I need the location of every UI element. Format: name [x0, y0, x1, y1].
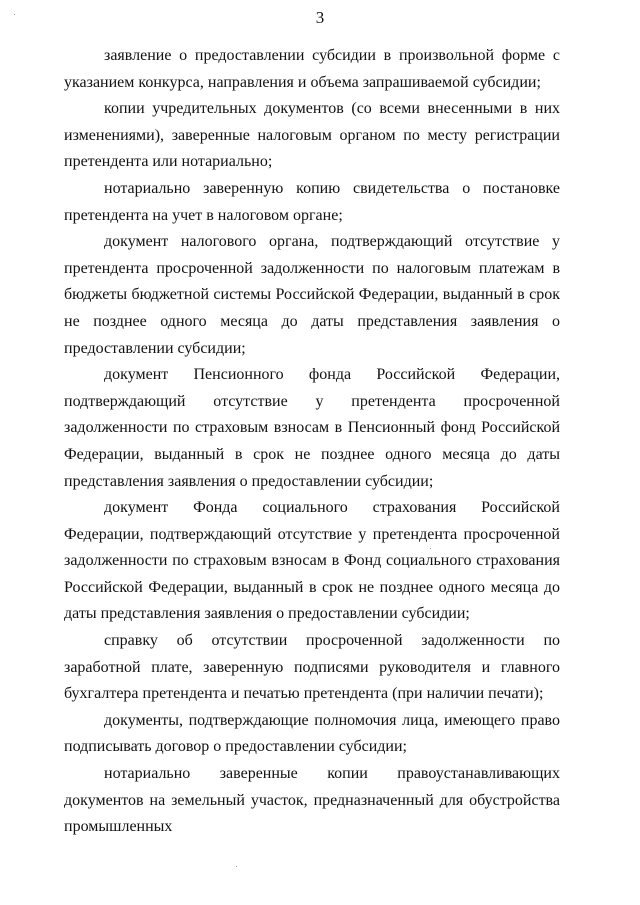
paragraph-application: заявление о предоставлении субсидии в произвольной форме с указанием конкурса, направления и объема запрашиваемой субсидии; — [64, 47, 560, 91]
paragraph-land-title-documents: нотариально заверенные копии правоустанавливающих документов на земельный участок, предназначенный для обустройства промышленных — [64, 765, 560, 836]
paragraph-salary-debt-certificate: справку об отсутствии просроченной задолженности по заработной плате, заверенную подписями руководителя и главного бухгалтера претендента и печатью претендента (при наличии печати); — [64, 632, 560, 703]
page-number: 3 — [315, 8, 325, 27]
document-body — [64, 43, 560, 841]
paragraph-authority-documents: документы, подтверждающие полномочия лица, имеющего право подписывать договор о предоставлении субсидии; — [64, 711, 560, 756]
paragraph-founding-documents: копии учредительных документов (со всеми внесенными в них изменениями), заверенные налоговым органом по месту регистрации претендента или нотариально; — [64, 100, 560, 171]
paragraph-tax-authority-document: документ налогового органа, подтверждающий отсутствие у претендента просроченной задолженности по налоговым платежам в бюджеты бюджетной системы Российской Федерации, выданный в срок не позднее одного месяца до даты представления заявления о предоставлении субсидии; — [64, 233, 560, 357]
scan-speck — [430, 548, 431, 549]
paragraph-pension-fund-document: документ Пенсионного фонда Российской Федерации, подтверждающий отсутствие у претендента просроченной задолженности по страховым взносам в Пенсионный фонд Российской Федерации, выданный в срок не позднее одного месяца до даты представления заявления о предоставлении субсидии; — [64, 366, 560, 490]
paragraph-social-insurance-document: документ Фонда социального страхования Российской Федерации, подтверждающий отсутствие у претендента просроченной задолженности по страховым взносам в Фонд социального страхования Российской Федерации, выданный в срок не позднее одного месяца до даты представления заявления о предоставлении субсидии; — [64, 499, 560, 623]
scan-speck — [14, 14, 15, 15]
scan-speck — [236, 866, 237, 867]
paragraph-tax-registration-certificate: нотариально заверенную копию свидетельства о постановке претендента на учет в налоговом органе; — [64, 179, 560, 224]
